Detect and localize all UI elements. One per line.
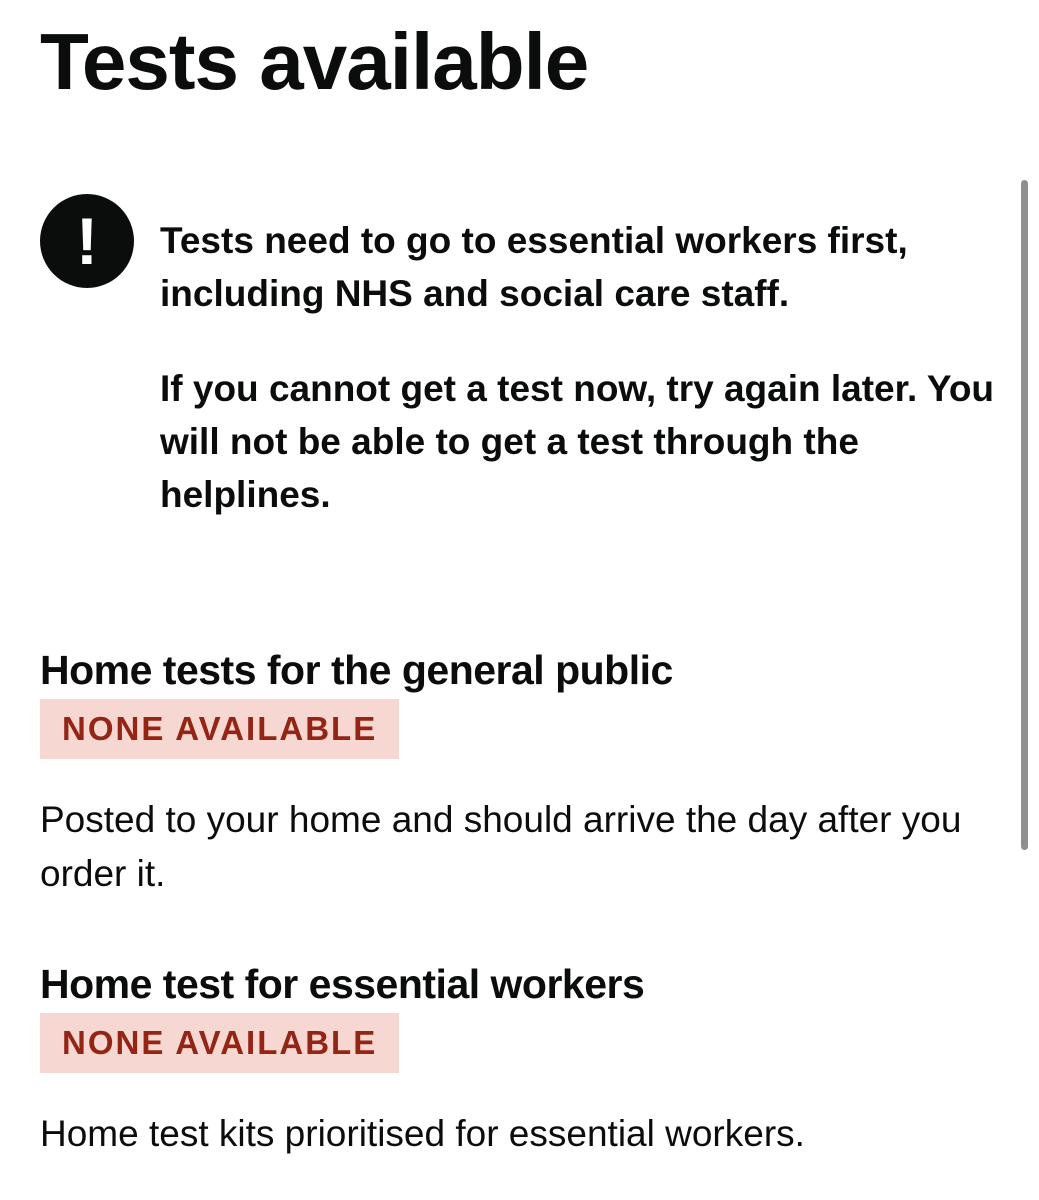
status-badge: NONE AVAILABLE [40,699,399,759]
section-heading: Home tests for the general public [40,647,673,693]
warning-paragraph-priority: Tests need to go to essential workers first, including NHS and social care staff. [160,220,908,314]
page-title: Tests available [40,17,589,106]
exclamation-icon: ! [40,194,134,288]
scrollbar[interactable] [1021,180,1028,850]
section-heading: Home test for essential workers [40,961,645,1007]
section-description: Posted to your home and should arrive the day after you order it. [40,799,962,894]
section-description: Home test kits prioritised for essential workers. [40,1113,805,1154]
warning-text [160,214,1000,521]
warning-paragraph-try-later: If you cannot get a test now, try again later. You will not be able to get a test through the helplines. [160,368,995,515]
test-section-essential-workers [40,955,1000,1161]
test-section-general-public [40,641,1000,901]
status-badge: NONE AVAILABLE [40,1013,399,1073]
